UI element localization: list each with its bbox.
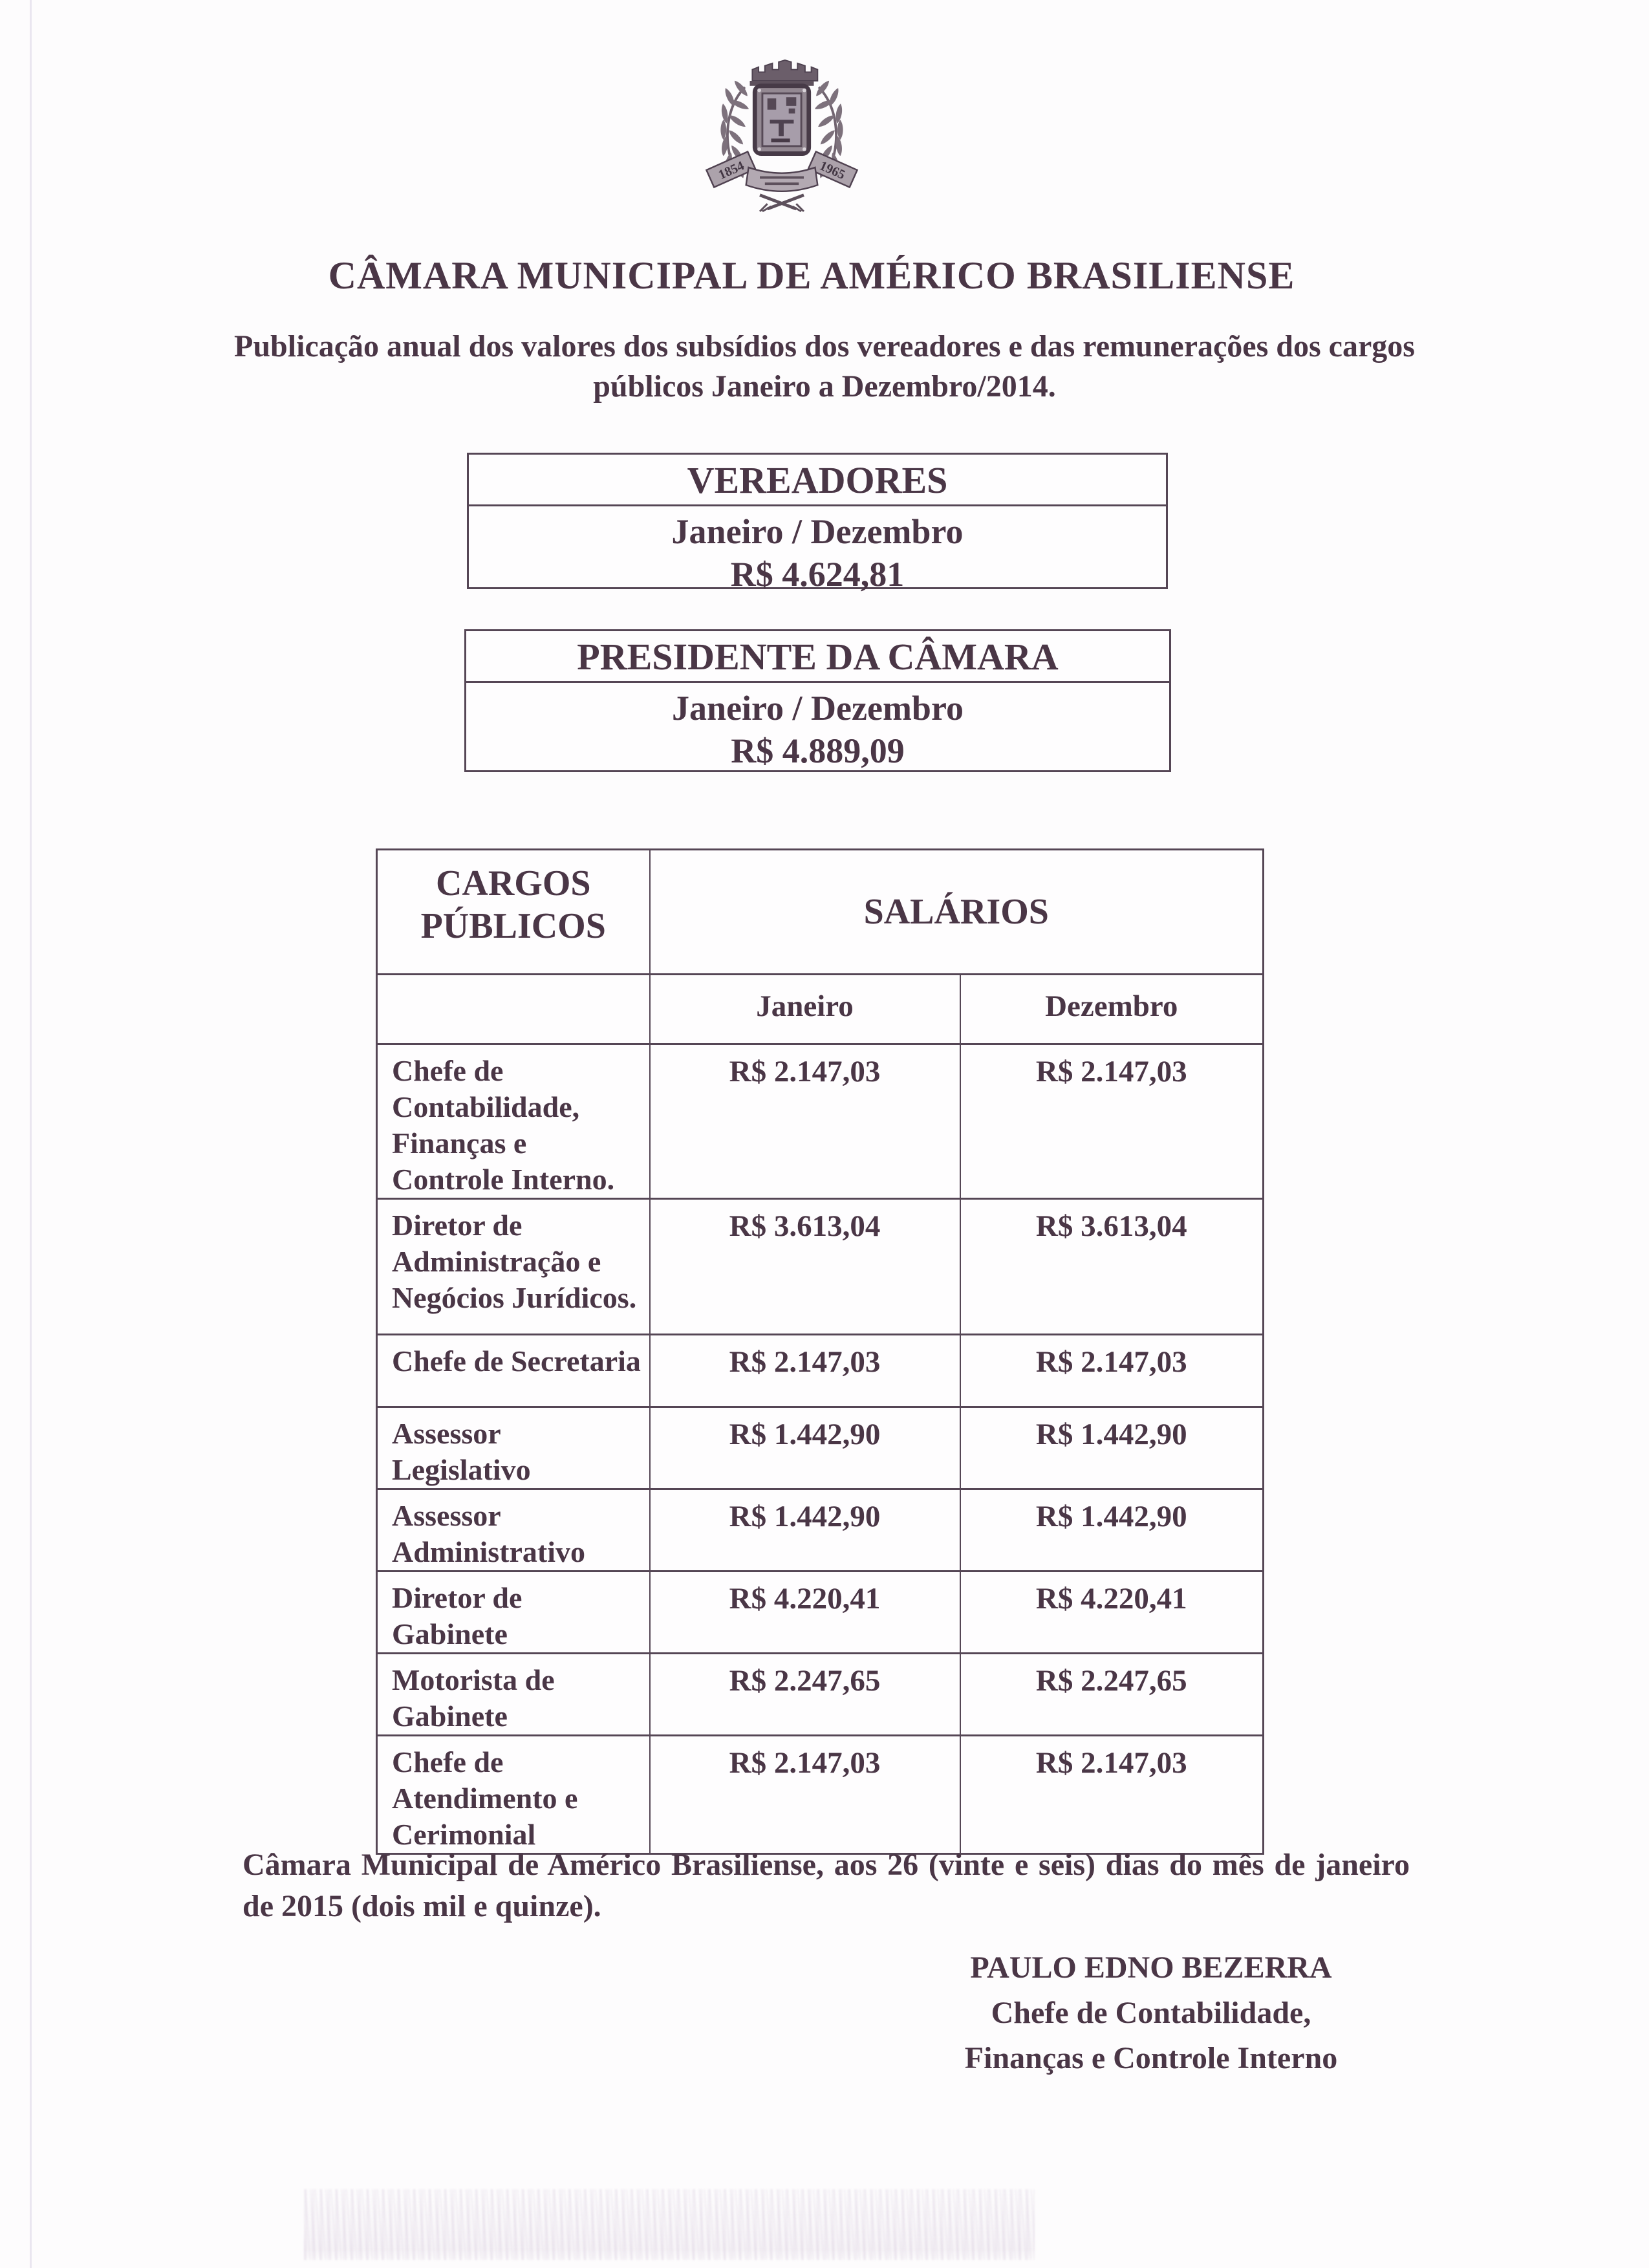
table-row [377, 1571, 1264, 1654]
table-row [377, 1335, 1264, 1407]
subheader-dezembro: Dezembro [960, 975, 1264, 1044]
cargo-cell: Chefe de Secretaria [377, 1335, 650, 1407]
crest-year-left: 1854 [716, 158, 747, 182]
janeiro-value-cell: R$ 2.247,65 [650, 1654, 960, 1736]
cargo-cell: Chefe de Contabilidade, Finanças e Controle Interno. [377, 1044, 650, 1199]
dezembro-value-cell: R$ 4.220,41 [960, 1571, 1264, 1654]
dezembro-value-cell: R$ 2.147,03 [960, 1736, 1264, 1854]
subheader-janeiro: Janeiro [650, 975, 960, 1044]
table-row [377, 1736, 1264, 1854]
closing-paragraph: Câmara Municipal de Américo Brasiliense, aos 26 (vinte e seis) dias do mês de janeiro de 2015 (dois mil e quinze). [242, 1848, 1410, 1923]
column-header-cargos-publicos: CARGOS PÚBLICOS [377, 850, 650, 975]
table-header-row [377, 850, 1264, 975]
page-subtitle: Publicação anual dos valores dos subsídios dos vereadores e das remunerações dos cargos públicos Janeiro a Dezembro/2014. [234, 329, 1415, 404]
scan-edge-artifact [30, 0, 32, 2268]
table-row [377, 1199, 1264, 1335]
crossed-stems-icon [760, 195, 804, 211]
presidente-value: R$ 4.889,09 [731, 731, 905, 770]
vereadores-box [467, 453, 1168, 594]
signature-role-line1: Chefe de Contabilidade, [991, 1996, 1311, 2030]
dezembro-value-cell: R$ 3.613,04 [960, 1199, 1264, 1335]
presidente-period: Janeiro / Dezembro [672, 689, 964, 728]
dezembro-value-cell: R$ 2.247,65 [960, 1654, 1264, 1736]
cargo-cell: Motorista de Gabinete [377, 1654, 650, 1736]
dezembro-value-cell: R$ 2.147,03 [960, 1044, 1264, 1199]
table-row [377, 1407, 1264, 1489]
cargo-cell: Assessor Administrativo [377, 1489, 650, 1571]
presidente-box [464, 629, 1171, 772]
dezembro-value-cell: R$ 2.147,03 [960, 1335, 1264, 1407]
mural-crown-icon [750, 60, 818, 86]
empty-header-cell [377, 975, 650, 1044]
cargo-cell: Diretor de Gabinete [377, 1571, 650, 1654]
dezembro-value-cell: R$ 1.442,90 [960, 1489, 1264, 1571]
shield-icon [755, 86, 808, 154]
table-row [377, 1654, 1264, 1736]
cargo-cell: Diretor de Administração e Negócios Jurídicos. [377, 1199, 650, 1335]
municipal-coat-of-arms-icon [697, 52, 867, 217]
signature-name: PAULO EDNO BEZERRA [970, 1950, 1332, 1985]
cargo-cell: Chefe de Atendimento e Cerimonial [377, 1736, 650, 1854]
table-row [377, 1489, 1264, 1571]
janeiro-value-cell: R$ 3.613,04 [650, 1199, 960, 1335]
vereadores-period: Janeiro / Dezembro [671, 512, 964, 551]
janeiro-value-cell: R$ 2.147,03 [650, 1736, 960, 1854]
dezembro-value-cell: R$ 1.442,90 [960, 1407, 1264, 1489]
scan-noise-artifact [304, 2189, 1035, 2260]
janeiro-value-cell: R$ 2.147,03 [650, 1044, 960, 1199]
signature-block [941, 1945, 1361, 2081]
signature-role-line2: Finanças e Controle Interno [964, 2041, 1338, 2075]
vereadores-box-header: VEREADORES [469, 455, 1166, 506]
janeiro-value-cell: R$ 1.442,90 [650, 1407, 960, 1489]
page-title: CÂMARA MUNICIPAL DE AMÉRICO BRASILIENSE [328, 254, 1295, 297]
janeiro-value-cell: R$ 4.220,41 [650, 1571, 960, 1654]
table-subheader-row [377, 975, 1264, 1044]
presidente-box-header: PRESIDENTE DA CÂMARA [466, 631, 1169, 683]
janeiro-value-cell: R$ 2.147,03 [650, 1335, 960, 1407]
salary-table [376, 848, 1264, 1855]
table-row [377, 1044, 1264, 1199]
janeiro-value-cell: R$ 1.442,90 [650, 1489, 960, 1571]
vereadores-value: R$ 4.624,81 [730, 555, 905, 594]
cargo-cell: Assessor Legislativo [377, 1407, 650, 1489]
crest-year-right: 1965 [817, 158, 848, 182]
column-header-salarios: SALÁRIOS [650, 850, 1264, 975]
